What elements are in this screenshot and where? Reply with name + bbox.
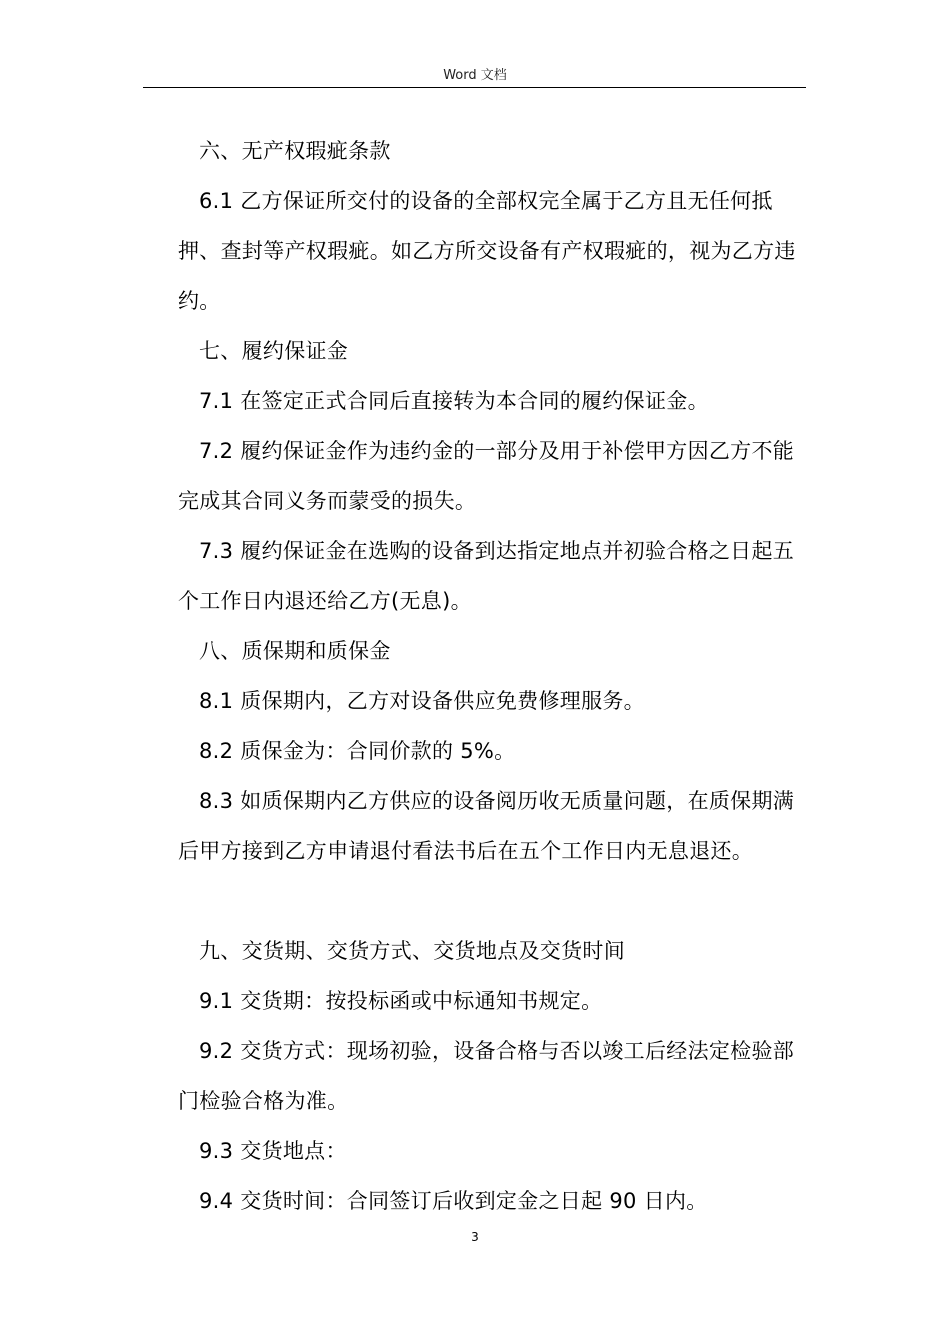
clause-7-2: 7.2 履约保证金作为违约金的一部分及用于补偿甲方因乙方不能完成其合同义务而蒙受的损失。 bbox=[178, 439, 795, 513]
document-body bbox=[178, 126, 808, 1226]
section-heading-8: 八、质保期和质保金 bbox=[199, 639, 391, 663]
section-heading-7: 七、履约保证金 bbox=[199, 339, 349, 363]
clause-8-1: 8.1 质保期内，乙方对设备供应免费修理服务。 bbox=[199, 689, 645, 713]
section-heading-9: 九、交货期、交货方式、交货地点及交货时间 bbox=[199, 939, 625, 963]
clause-8-3: 8.3 如质保期内乙方供应的设备阅历收无质量问题，在质保期满后甲方接到乙方申请退付看法书后在五个工作日内无息退还。 bbox=[178, 789, 795, 863]
section-heading-6: 六、无产权瑕疵条款 bbox=[199, 139, 391, 163]
clause-7-3: 7.3 履约保证金在选购的设备到达指定地点并初验合格之日起五个工作日内退还给乙方(无息)。 bbox=[178, 539, 795, 613]
clause-8-2: 8.2 质保金为：合同价款的 5%。 bbox=[199, 739, 516, 763]
clause-7-1: 7.1 在签定正式合同后直接转为本合同的履约保证金。 bbox=[199, 389, 709, 413]
blank-line bbox=[178, 876, 808, 926]
header-divider bbox=[143, 87, 806, 88]
page-number: 3 bbox=[471, 1230, 479, 1244]
clause-9-1: 9.1 交货期：按投标函或中标通知书规定。 bbox=[199, 989, 603, 1013]
clause-6-1: 6.1 乙方保证所交付的设备的全部权完全属于乙方且无任何抵押、查封等产权瑕疵。如乙方所交设备有产权瑕疵的，视为乙方违约。 bbox=[178, 189, 796, 313]
clause-9-4: 9.4 交货时间：合同签订后收到定金之日起 90 日内。 bbox=[199, 1189, 708, 1213]
page-header-title: Word 文档 bbox=[443, 68, 507, 83]
clause-9-2: 9.2 交货方式：现场初验，设备合格与否以竣工后经法定检验部门检验合格为准。 bbox=[178, 1039, 795, 1113]
clause-9-3: 9.3 交货地点： bbox=[199, 1139, 347, 1163]
